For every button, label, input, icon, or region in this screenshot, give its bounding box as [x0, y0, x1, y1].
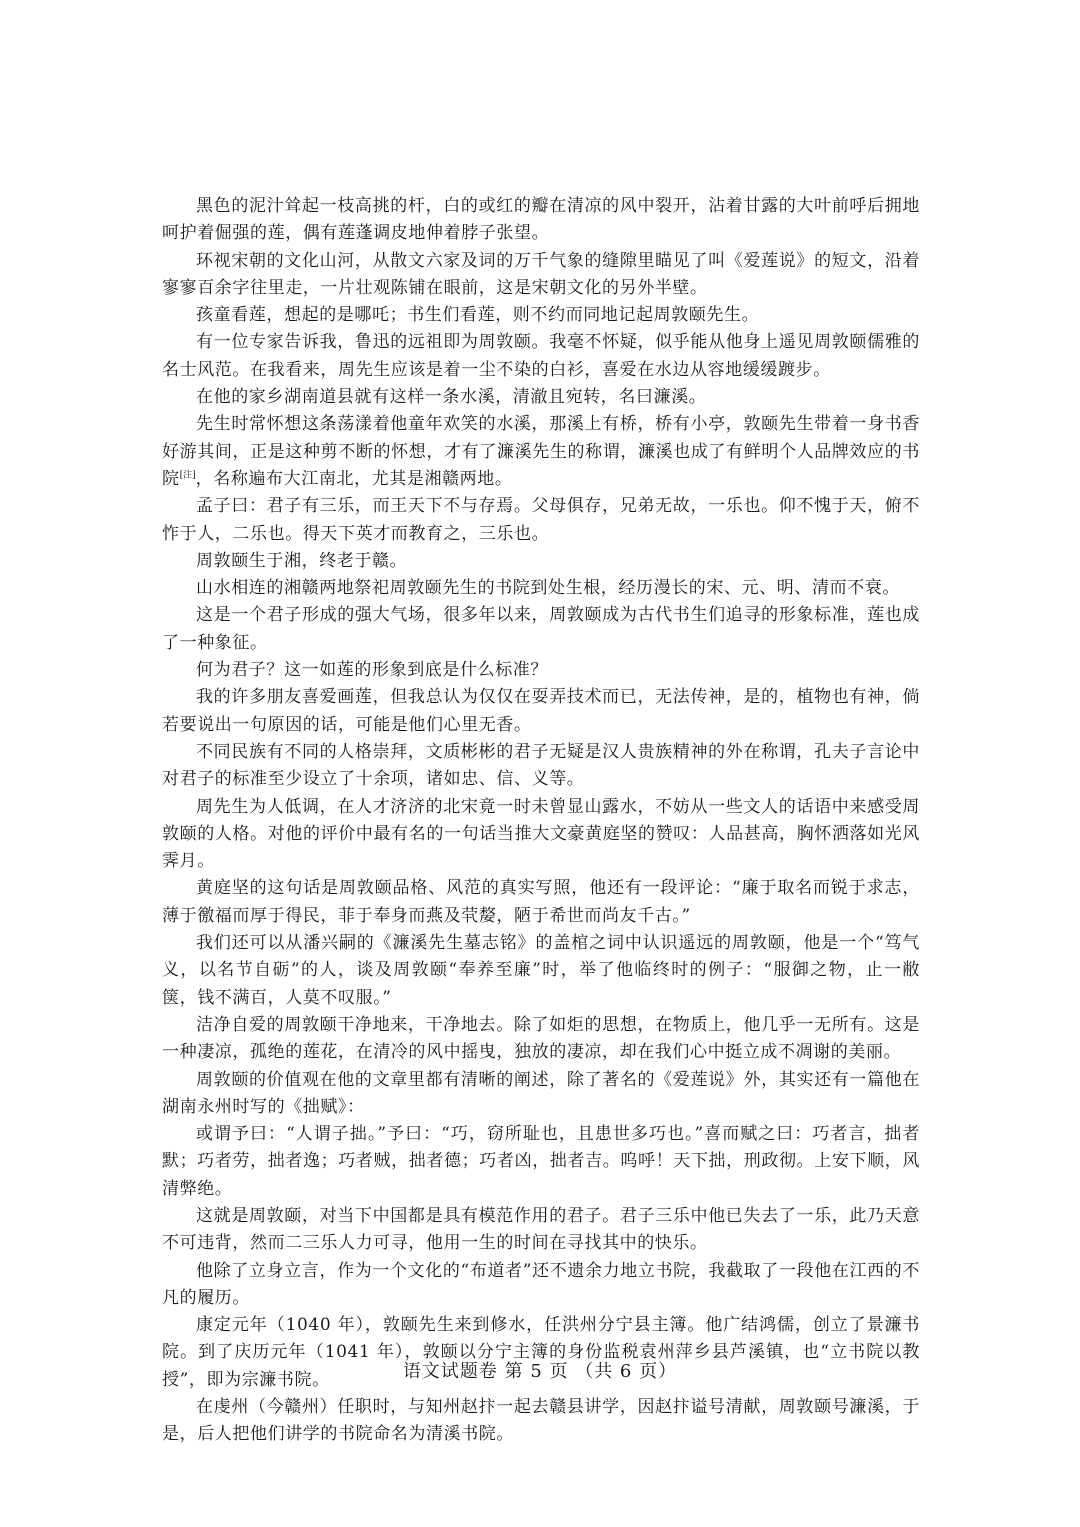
paragraph-5: 在他的家乡湖南道县就有这样一条水溪，清澈且宛转，名曰濂溪。 — [196, 387, 707, 408]
quoted-passage: 或谓予曰：“人谓子拙。”予曰：“巧，窃所耻也，且患世多巧也。”喜而赋之曰：巧者言，拙者默；巧者劳，拙者逸；巧者贼，拙者德；巧者凶，拙者吉。呜呼！天下拙，刑政彻。上安下顺，风清弊绝。 — [162, 1124, 920, 1199]
paragraph-6-text-b: ，名称遍布大江南北，尤其是湘赣两地。 — [195, 468, 513, 489]
paragraph-12: 我的许多朋友喜爱画莲，但我总认为仅仅在耍弄技术而已，无法传神，是的，植物也有神，倘若要说出一句原因的话，可能是他们心里无香。 — [162, 687, 920, 735]
paragraph-20: 他除了立身立言，作为一个文化的“布道者”还不遗余力地立书院，我截取了一段他在江西的不凡的履历。 — [162, 1260, 920, 1308]
paragraph-6 — [162, 411, 920, 493]
paragraph-7: 孟子曰：君子有三乐，而王天下不与存焉。父母俱存，兄弟无故，一乐也。仰不愧于天，俯不怍于人，二乐也。得天下英才而教育之，三乐也。 — [162, 496, 920, 544]
paragraph-19: 这就是周敦颐，对当下中国都是具有模范作用的君子。君子三乐中他已失去了一乐，此乃天意不可违背，然而二三乐人力可寻，他用一生的时间在寻找其中的快乐。 — [162, 1205, 920, 1254]
paragraph-16: 我们还可以从潘兴嗣的《濂溪先生墓志铭》的盖棺之词中认识遥远的周敦颐，他是一个“笃气义，以名节自砺”的人，谈及周敦颐“奉养至廉”时，举了他临终时的例子：“服御之物，止一敝箧，钱不满百，人莫不叹服。” — [162, 933, 920, 1008]
page-footer: 语文试题卷 第 5 页 （共 6 页） — [402, 1361, 678, 1382]
paragraph-3: 孩童看莲，想起的是哪吒；书生们看莲，则不约而同地记起周敦颐先生。 — [196, 305, 760, 326]
paragraph-1: 黑色的泥汁耸起一枝高挑的杆，白的或红的瓣在清凉的风中裂开，沾着甘露的大叶前呼后拥地呵护着倔强的莲，偶有莲蓬调皮地伸着脖子张望。 — [162, 196, 920, 244]
paragraph-11: 何为君子？这一如莲的形象到底是什么标准？ — [196, 660, 548, 681]
article-body — [162, 193, 920, 1449]
paragraph-13: 不同民族有不同的人格崇拜，文质彬彬的君子无疑是汉人贵族精神的外在称谓，孔夫子言论中对君子的标准至少设立了十余项，诸如忠、信、义等。 — [162, 741, 920, 790]
paragraph-22: 在虔州（今赣州）任职时，与知州赵抃一起去赣县讲学，因赵抃谥号清献，周敦颐号濂溪，于是，后人把他们讲学的书院命名为清溪书院。 — [162, 1397, 920, 1445]
paragraph-2: 环视宋朝的文化山河，从散文六家及词的万千气象的缝隙里瞄见了叫《爱莲说》的短文，沿着寥寥百余字往里走，一片壮观陈铺在眼前，这是宋朝文化的另外半壁。 — [162, 250, 920, 298]
paragraph-15: 黄庭坚的这句话是周敦颐品格、风范的真实写照，他还有一段评论：“廉于取名而锐于求志，薄于徼福而厚于得民，菲于奉身而燕及茕嫠，陋于希世而尚友千古。” — [162, 878, 920, 926]
paragraph-8: 周敦颐生于湘，终老于赣。 — [196, 550, 408, 571]
paragraph-10: 这是一个君子形成的强大气场，很多年以来，周敦颐成为古代书生们追寻的形象标准，莲也成了一种象征。 — [162, 605, 920, 653]
paragraph-9: 山水相连的湘赣两地祭祀周敦颐先生的书院到处生根，经历漫长的宋、元、明、清而不衰。 — [196, 578, 900, 599]
paragraph-6-text-a: 先生时常怀想这条荡漾着他童年欢笑的水溪，那溪上有桥，桥有小亭，敦颐先生带着一身书香好游其间，正是这种剪不断的怀想，才有了濂溪先生的称谓，濂溪也成了有鲜明个人品牌效应的书院 — [162, 414, 920, 489]
footnote-marker: [注] — [179, 470, 196, 481]
paragraph-14: 周先生为人低调，在人才济济的北宋竟一时未曾显山露水，不妨从一些文人的话语中来感受周敦颐的人格。对他的评价中最有名的一句话当推大文豪黄庭坚的赞叹：人品甚高，胸怀洒落如光风霁月。 — [162, 796, 920, 872]
paragraph-18: 周敦颐的价值观在他的文章里都有清晰的阐述，除了著名的《爱莲说》外，其实还有一篇他在湖南永州时写的《拙赋》： — [162, 1069, 920, 1117]
paragraph-21: 康定元年（1040 年），敦颐先生来到修水，任洪州分宁县主簿。他广结鸿儒，创立了景濂书院。到了庆历元年（1041 年），敦颐以分宁主簿的身份监税袁州萍乡县芦溪镇，也“立书院以教授”，即为宗濂书院。 — [162, 1315, 920, 1390]
paragraph-4: 有一位专家告诉我，鲁迅的远祖即为周敦颐。我毫不怀疑，似乎能从他身上遥见周敦颐儒雅的名士风范。在我看来，周先生应该是着一尘不染的白衫，喜爱在水边从容地缓缓踱步。 — [162, 332, 920, 380]
paragraph-17: 洁净自爱的周敦颐干净地来，干净地去。除了如炬的思想，在物质上，他几乎一无所有。这是一种凄凉，孤绝的莲花，在清冷的风中摇曳，独放的凄凉，却在我们心中挺立成不凋谢的美丽。 — [162, 1014, 920, 1063]
